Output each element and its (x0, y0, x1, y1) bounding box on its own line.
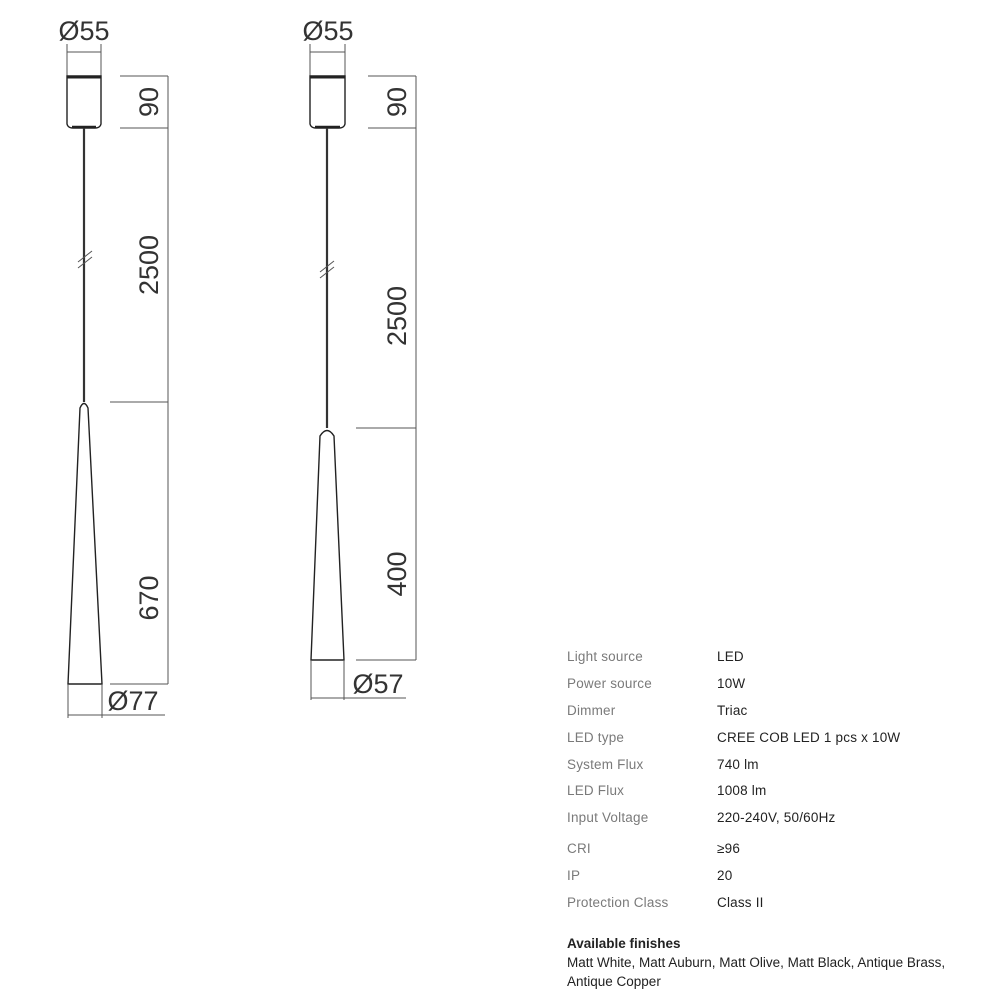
spec-value: 220-240V, 50/60Hz (717, 810, 836, 826)
spec-value: 20 (717, 868, 733, 884)
spec-row-ip (567, 862, 967, 889)
pendant-right (302, 16, 416, 700)
spec-value: CREE COB LED 1 pcs x 10W (717, 729, 901, 745)
spec-label: LED type (567, 729, 625, 745)
spec-label: Protection Class (567, 894, 669, 910)
spec-row-led-type (567, 724, 967, 751)
spec-value: Triac (717, 702, 748, 718)
left-top-diameter-label: Ø55 (58, 16, 110, 46)
finishes-list: Matt White, Matt Auburn, Matt Olive, Matt Black, Antique Brass, Antique Copper (567, 955, 946, 989)
spec-row-system-flux (567, 751, 967, 778)
spec-row-light-source (567, 643, 967, 670)
spec-value: ≥96 (717, 841, 741, 857)
spec-row-cri (567, 835, 967, 862)
spec-label: Power source (567, 675, 652, 691)
spec-value: LED (717, 648, 744, 664)
spec-label: LED Flux (567, 783, 625, 799)
right-cable-length-label: 2500 (382, 285, 412, 347)
left-cone-body (68, 404, 102, 685)
left-canopy-height-label: 90 (134, 86, 164, 118)
left-canopy (67, 76, 101, 128)
right-top-diameter-label: Ø55 (302, 16, 354, 46)
spec-label: CRI (567, 841, 591, 857)
right-body-length-label: 400 (382, 551, 412, 597)
spec-value: Class II (717, 894, 764, 910)
left-body-length-label: 670 (134, 575, 164, 621)
finishes-title: Available finishes (567, 936, 681, 951)
spec-label: IP (567, 868, 581, 884)
spec-label: Light source (567, 648, 643, 664)
spec-label: Dimmer (567, 702, 616, 718)
available-finishes (567, 934, 967, 991)
spec-value: 1008 lm (717, 783, 767, 799)
spec-value: 10W (717, 675, 746, 691)
spec-row-input-voltage (567, 804, 967, 831)
left-cable-length-label: 2500 (134, 234, 164, 296)
right-bottom-diameter-label: Ø57 (352, 669, 404, 699)
spec-label: Input Voltage (567, 810, 649, 826)
spec-row-power-source (567, 670, 967, 697)
spec-label: System Flux (567, 756, 644, 772)
spec-row-protection-class (567, 889, 967, 916)
spec-row-dimmer (567, 697, 967, 724)
left-bottom-diameter-label: Ø77 (107, 686, 159, 716)
spec-row-led-flux (567, 777, 967, 804)
specifications-table (567, 643, 967, 916)
spec-value: 740 lm (717, 756, 759, 772)
right-canopy (310, 76, 345, 128)
pendant-left (58, 16, 168, 718)
right-cone-body (311, 431, 344, 661)
right-canopy-height-label: 90 (382, 86, 412, 118)
